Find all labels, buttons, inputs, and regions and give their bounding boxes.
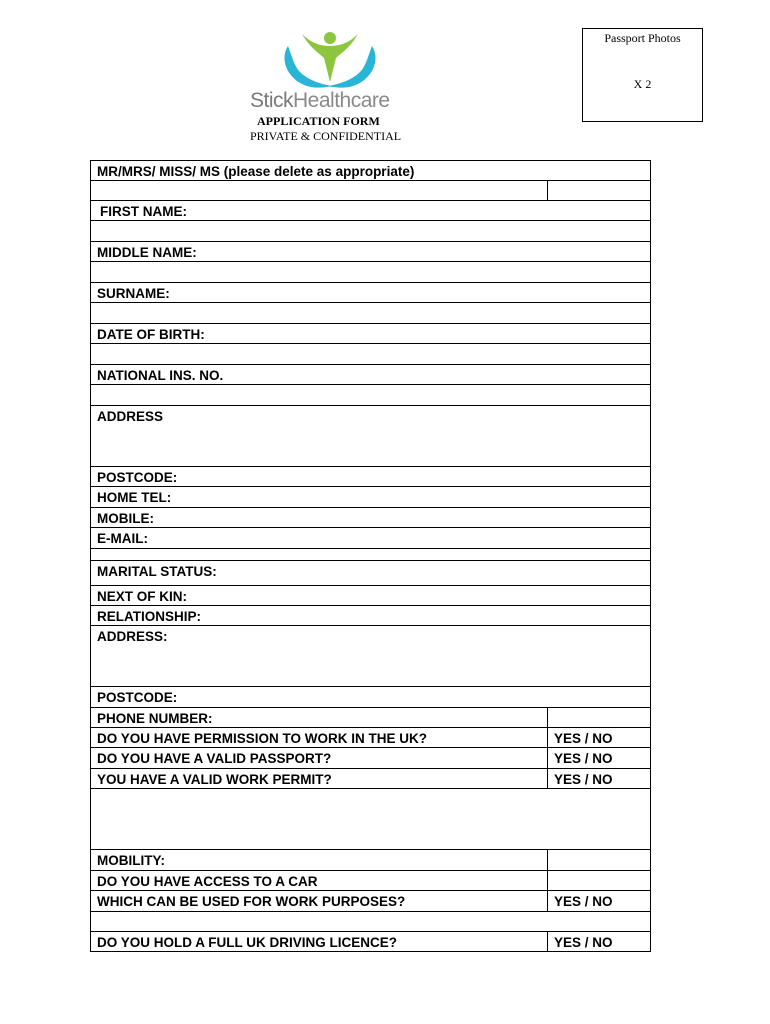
licence-yes-no[interactable]: YES / NO [554,935,613,950]
mobile-row[interactable] [90,507,651,527]
title-label: MR/MRS/ MISS/ MS (please delete as appropriate) [97,164,415,179]
nok-postcode-row[interactable] [90,686,651,707]
permission-row [90,727,651,747]
car-access-row [90,870,651,890]
marital-label: MARITAL STATUS: [97,564,217,579]
nin-input-row[interactable] [90,384,651,405]
phone-right-cell [547,708,650,727]
brand-name [250,89,390,113]
brand-part-1: Stick [250,89,294,112]
dob-row [90,323,651,343]
form-title: APPLICATION FORM [257,114,380,128]
title-row [90,160,651,180]
permit-row [90,768,651,788]
nin-label: NATIONAL INS. NO. [97,368,224,383]
permission-yes-no[interactable]: YES / NO [554,731,613,746]
figure-head [324,32,336,44]
nok-row[interactable] [90,585,651,605]
passport-row [90,747,651,768]
application-form [90,160,651,952]
mobility-row [90,849,651,870]
phone-label: PHONE NUMBER: [97,711,213,726]
passport-photo-box [582,28,703,122]
nok-postcode-label: POSTCODE: [97,690,178,705]
address-row[interactable] [90,405,651,466]
car-work-row [90,890,651,911]
permit-question: YOU HAVE A VALID WORK PERMIT? [97,772,332,787]
nok-address-row[interactable] [90,625,651,686]
blank-area-row[interactable] [90,788,651,849]
surname-row [90,282,651,302]
nok-address-label: ADDRESS: [97,629,168,644]
licence-question: DO YOU HOLD A FULL UK DRIVING LICENCE? [97,935,398,950]
car-work-answer-cell[interactable] [547,891,650,911]
surname-label: SURNAME: [97,286,170,301]
form-subtitle: PRIVATE & CONFIDENTIAL [250,129,402,143]
postcode-row[interactable] [90,466,651,486]
middle-name-row [90,241,651,261]
dob-label: DATE OF BIRTH: [97,327,205,342]
postcode-label: POSTCODE: [97,470,178,485]
email-label: E-MAIL: [97,531,148,546]
nok-label: NEXT OF KIN: [97,589,187,604]
first-name-row [90,200,651,220]
mobility-right-cell[interactable] [547,850,650,870]
first-name-label: FIRST NAME: [100,204,187,219]
car-access-question: DO YOU HAVE ACCESS TO A CAR [97,874,318,889]
home-tel-row[interactable] [90,486,651,507]
mobile-label: MOBILE: [97,511,154,526]
email-row[interactable] [90,527,651,548]
title-input-cell[interactable] [547,181,650,200]
car-access-right-cell [547,871,650,890]
permit-yes-no[interactable]: YES / NO [554,772,613,787]
middle-name-label: MIDDLE NAME: [97,245,197,260]
brand-part-2: Healthcare [293,89,390,112]
address-label: ADDRESS [97,409,164,424]
photo-box-label: Passport Photos [604,31,681,45]
permit-answer-cell[interactable] [547,769,650,788]
relationship-row[interactable] [90,605,651,625]
spacer-row-2 [90,911,651,931]
permission-question: DO YOU HAVE PERMISSION TO WORK IN THE UK? [97,731,428,746]
title-input-row[interactable] [90,180,651,200]
dob-input-row[interactable] [90,343,651,364]
surname-input-row[interactable] [90,302,651,323]
mobility-label: MOBILITY: [97,853,165,868]
passport-answer-cell[interactable] [547,748,650,768]
passport-yes-no[interactable]: YES / NO [554,751,613,766]
car-work-yes-no[interactable]: YES / NO [554,894,613,909]
spacer-row [90,548,651,560]
photo-box-count: X 2 [633,77,652,91]
home-tel-label: HOME TEL: [97,490,172,505]
licence-row [90,931,651,952]
phone-row[interactable] [90,707,651,727]
licence-answer-cell[interactable] [547,932,650,951]
nin-row [90,364,651,384]
passport-question: DO YOU HAVE A VALID PASSPORT? [97,751,332,766]
marital-row[interactable] [90,560,651,585]
first-name-input-row[interactable] [90,220,651,241]
middle-name-input-row[interactable] [90,261,651,282]
permission-answer-cell[interactable] [547,728,650,747]
car-work-question: WHICH CAN BE USED FOR WORK PURPOSES? [97,894,406,909]
relationship-label: RELATIONSHIP: [97,609,201,624]
